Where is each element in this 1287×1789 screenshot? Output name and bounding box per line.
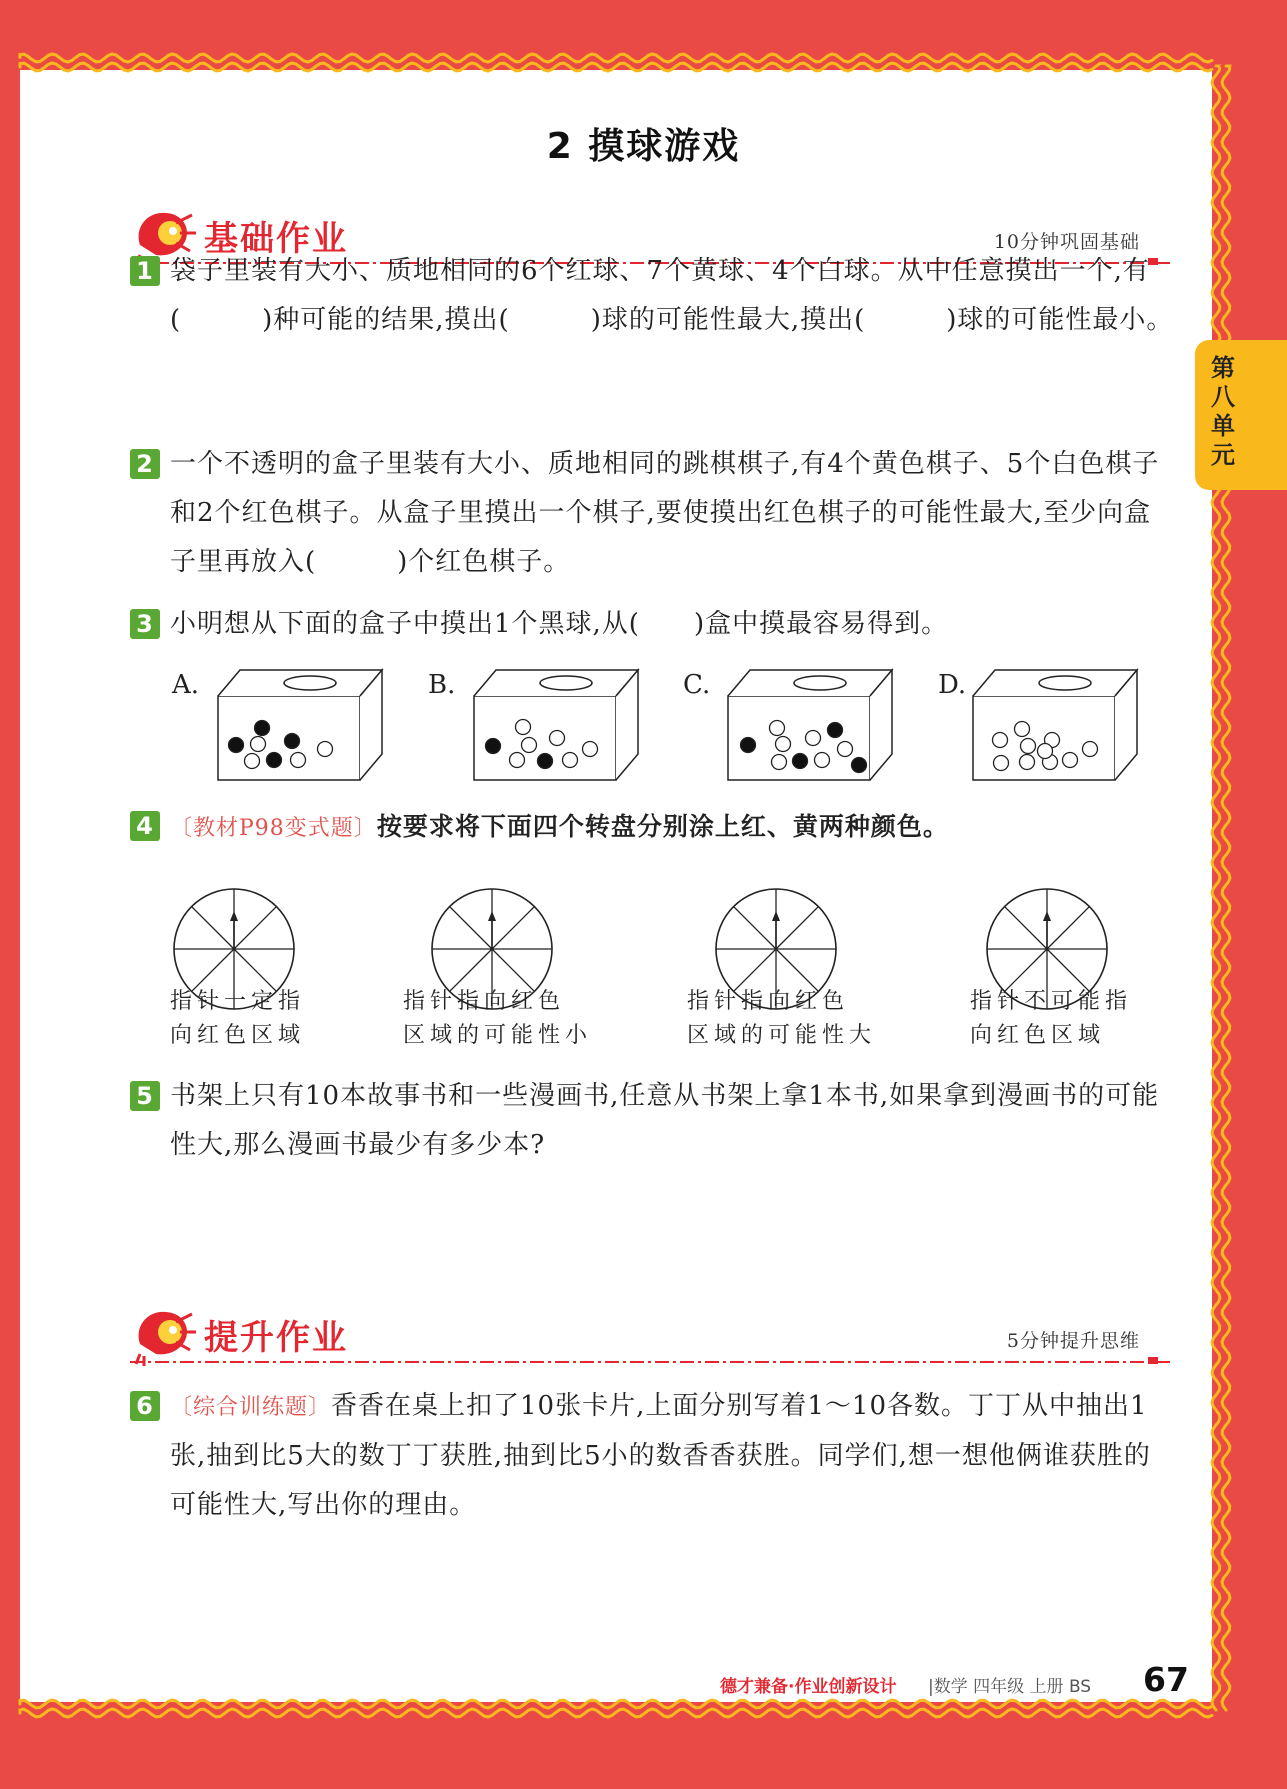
option-a-label: A. [172,670,200,700]
caption-line: 向红色区域 [170,1023,306,1048]
option-c-label: C. [683,670,711,700]
caption-line: 向红色区域 [970,1023,1106,1048]
section-time: 10分钟巩固基础 [993,231,1140,253]
caption-line: 区域的可能性大 [687,1023,877,1048]
caption-line: 指针指向红色 [687,989,850,1014]
question-text: 小明想从下面的盒子中摸出1个黑球,从( )盒中摸最容易得到。 [170,609,949,639]
spinner-caption-1 [170,985,305,1053]
unit-side-tab [1195,340,1287,490]
section-header-advanced [130,1304,1170,1364]
question-number: 5 [130,1081,160,1111]
mascot-icon [130,1304,200,1366]
caption-line: 指针指向红色 [403,989,566,1014]
caption-line: 指针一定指 [170,989,306,1014]
question-text: 书架上只有10本故事书和一些漫画书,任意从书架上拿1本书,如果拿到漫画书的可能性大,那么漫画书最少有多少本? [170,1081,1160,1160]
section-label: 提升作业 [204,1318,348,1358]
question-number: 6 [130,1391,160,1421]
option-d-label: D. [938,670,967,700]
page-footer [700,1660,1189,1700]
question-tag: 〔教材P98变式题〕 [170,816,377,841]
question-tag: 〔综合训练题〕 [170,1395,332,1420]
question-6 [130,1382,1175,1530]
unit-label: 第八单元 [1211,354,1235,469]
caption-line: 区域的可能性小 [403,1023,593,1048]
question-5 [130,1072,1175,1170]
question-number: 2 [130,449,160,479]
spinner-caption-3 [687,985,876,1053]
page-number: 67 [1143,1660,1189,1699]
question-number: 4 [130,811,160,841]
question-text: 一个不透明的盒子里装有大小、质地相同的跳棋棋子,有4个黄色棋子、5个白色棋子和2个红色棋子。从盒子里摸出一个棋子,要使摸出红色棋子的可能性最大,至少向盒子里再放入( )个红色棋子。 [170,449,1160,577]
section-time: 5分钟提升思维 [1006,1330,1140,1352]
question-number: 3 [130,609,160,639]
footer-brand: 德才兼备·作业创新设计 [720,1677,897,1697]
question-number: 1 [130,256,160,286]
question-text: 按要求将下面四个转盘分别涂上红、黄两种颜色。 [376,812,949,841]
option-b-label: B. [428,670,456,700]
page-title: 2 摸球游戏 [546,126,741,167]
section-label: 基础作业 [204,219,348,259]
spinner-caption-4 [970,985,1132,1053]
spinner-caption-2 [403,985,592,1053]
footer-info: |数学 四年级 上册 BS [928,1677,1092,1697]
caption-line: 指针不可能指 [970,989,1133,1014]
question-text: 袋子里装有大小、质地相同的6个红球、7个黄球、4个白球。从中任意摸出一个,有( )种可能的结果,摸出( )球的可能性最大,摸出( )球的可能性最小。 [170,256,1174,335]
question-text: 香香在桌上扣了10张卡片,上面分别写着1～10各数。丁丁从中抽出1张,抽到比5大的数丁丁获胜,抽到比5小的数香香获胜。同学们,想一想他俩谁获胜的可能性大,写出你的理由。 [170,1391,1151,1520]
